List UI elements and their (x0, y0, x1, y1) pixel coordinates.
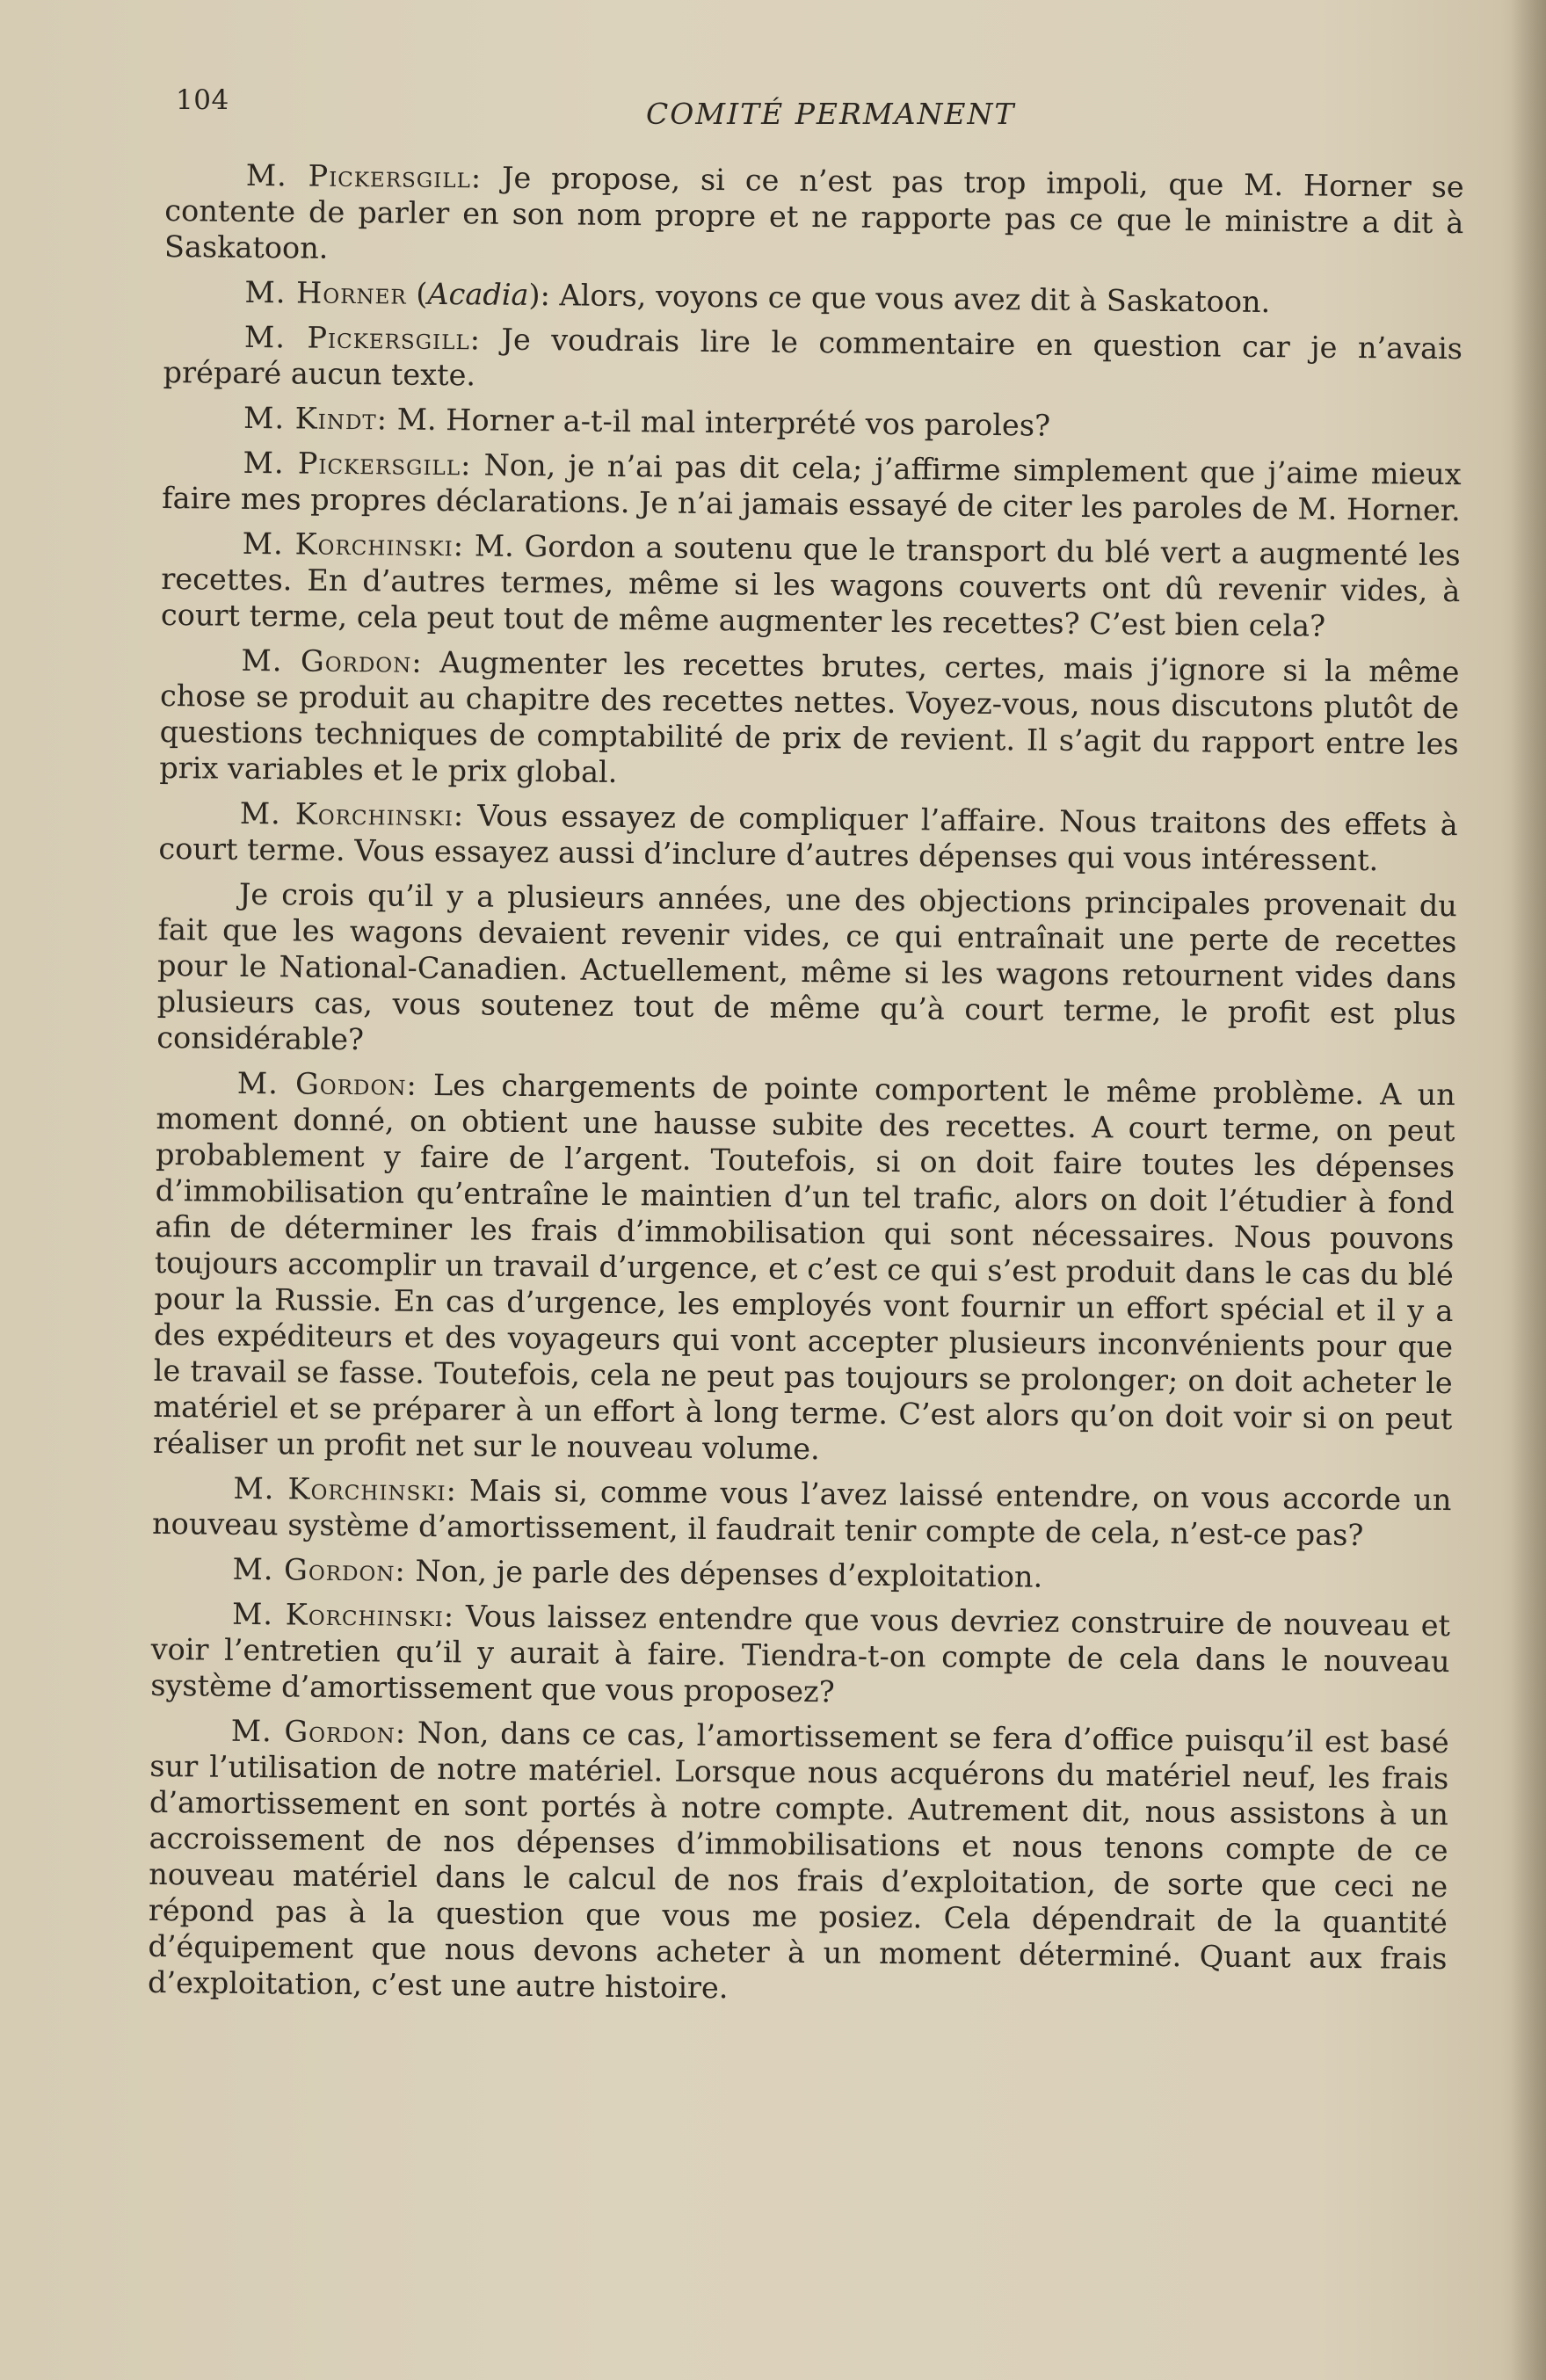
paragraph (164, 156, 1464, 277)
transcript-body (148, 156, 1464, 2021)
paragraph (152, 1469, 1452, 1554)
paragraph (163, 318, 1463, 403)
paragraph-text: Je propose, si ce n’est pas trop impoli, que M. Horner se contente de parler en son nom propre et ne rapporte pas ce que le ministre a dit à Saskatoon. (163, 160, 1464, 265)
speaker-name: M. Korchinski: (233, 1470, 458, 1508)
speaker-name: M. Pickersgill: (243, 319, 482, 357)
speaker-name: M. Pickersgill: (245, 157, 483, 195)
paragraph-text: Augmenter les recettes brutes, certes, mais j’ignore si la même chose se produit au chapitre des recettes nettes. Voyez-vous, nous discutons plutôt de questions techniques de comptabilité de prix de revient. Il s’agit du rapport entre les prix variables et le prix global. (159, 644, 1460, 789)
page-number: 104 (176, 84, 229, 116)
paragraph-text: Je crois qu’il y a plusieurs années, une des objections principales provenait du fait que les wagons devaient revenir vides, ce qui entraînait une perte de recettes pour le National-Canadien. Actuellement, même si les wagons retournent vides dans plusieurs cas, vous soutenez tout de même qu’à court terme, le profit est plus considérable? (156, 876, 1458, 1057)
running-head: COMITÉ PERMANENT (646, 97, 1016, 131)
paragraph-text: Vous essayez de compliquer l’affaire. Nous traitons des effets à court terme. Vous essayez aussi d’inclure d’autres dépenses qui vous intéressent. (158, 798, 1458, 878)
speaker-name: M. Kindt: (243, 400, 388, 437)
paragraph (158, 795, 1458, 879)
speaker-name: M. Korchinski: (239, 795, 465, 833)
speaker-name: M. Gordon: (241, 642, 423, 679)
paragraph (159, 642, 1460, 798)
speaker-name: M. Horner (244, 274, 407, 311)
paragraph (161, 525, 1461, 645)
paragraph (151, 1550, 1450, 1599)
paragraph-text: : Alors, voyons ce que vous avez dit à Saskatoon. (540, 278, 1271, 320)
paragraph-text: M. Gordon a soutenu que le transport du blé vert a augmenté les recettes. En d’autres termes, même si les wagons couverts ont dû revenir vides, à court terme, cela peut tout de même augmenter les recettes? C’est bien cela? (160, 528, 1461, 643)
speaker-name: M. Korchinski: (231, 1596, 455, 1634)
paragraph-text: Je voudrais lire le commentaire en question car je n’avais préparé aucun texte. (163, 322, 1463, 393)
page-header (176, 84, 1459, 137)
paragraph (156, 875, 1457, 1068)
speaker-name: M. Gordon: (232, 1551, 407, 1588)
paragraph-text: Non, je parle des dépenses d’exploitation. (405, 1553, 1043, 1594)
speaker-riding: Acadia (427, 276, 529, 312)
paragraph (150, 1595, 1450, 1716)
speaker-name: M. Gordon: (230, 1713, 407, 1750)
paragraph-text: Mais si, comme vous l’avez laissé entendre, on vous accorde un nouveau système d’amortissement, il faudrait tenir compte de cela, n’est-ce pas? (151, 1473, 1452, 1553)
paragraph-text: Non, je n’ai pas dit cela; j’affirme simplement que j’aime mieux faire mes propres déclarations. Je n’ai jamais essayé de citer les paroles de M. Horner. (162, 447, 1462, 528)
paragraph-text: Les chargements de pointe comportent le même problème. A un moment donné, on obtient une hausse subite des recettes. A court terme, on peut probablement y faire de l’argent. Toutefois, si on doit faire toutes les dépenses d’immobilisation qu’entraîne le maintien d’un tel trafic, alors on doit l’étudier à fond afin de déterminer les frais d’immobilisation qui sont nécessaires. Nous pouvons toujours accomplir un travail d’urgence, et c’est ce qui s’est produit dans le cas du blé pour la Russie. En cas d’urgence, les employés vont fournir un effort spécial et il y a des expéditeurs et des voyageurs qui vont accepter plusieurs inconvénients pour que le travail se fasse. Toutefois, cela ne peut pas toujours se prolonger; on doit acheter le matériel et se préparer à un effort à long terme. C’est alors qu’on doit voir si on peut réaliser un profit net sur le nouveau volume. (152, 1067, 1456, 1467)
paragraph (162, 444, 1462, 528)
paragraph (148, 1712, 1449, 2013)
paragraph-text: Non, dans ce cas, l’amortissement se fera d’office puisqu’il est basé sur l’utilisation de notre matériel. Lorsque nous acquérons du matériel neuf, les frais d’amortissement en sont portés à notre compte. Autrement dit, nous assistons à un accroissement de nos dépenses d’immobilisations et nous tenons compte de ce nouveau matériel dans le calcul de nos frais d’exploitation, de sorte que ceci ne répond pas à la question que vous me posiez. Cela dépendrait de la quantité d’équipement que nous devons acheter à un moment déterminé. Quant aux frais d’exploitation, c’est une autre histoire. (147, 1715, 1449, 2006)
paragraph (153, 1064, 1455, 1473)
paragraph (163, 399, 1462, 447)
speaker-name: M. Korchinski: (242, 526, 465, 563)
page-edge-shadow (1511, 0, 1546, 2380)
paragraph: M. Horner (Acadia): Alors, voyons ce que vous avez dit à Saskatoon. (244, 274, 1271, 320)
paragraph-text: Vous laissez entendre que vous devriez construire de nouveau et voir l’entretien qu’il y aurait à faire. Tiendra-t-on compte de cela dans le nouveau système d’amortissement que vous proposez? (150, 1599, 1451, 1709)
speaker-name: M. Pickersgill: (243, 445, 472, 483)
paragraph-text: M. Horner a-t-il mal interprété vos paroles? (387, 402, 1051, 443)
speaker-name: M. Gordon: (236, 1065, 417, 1102)
